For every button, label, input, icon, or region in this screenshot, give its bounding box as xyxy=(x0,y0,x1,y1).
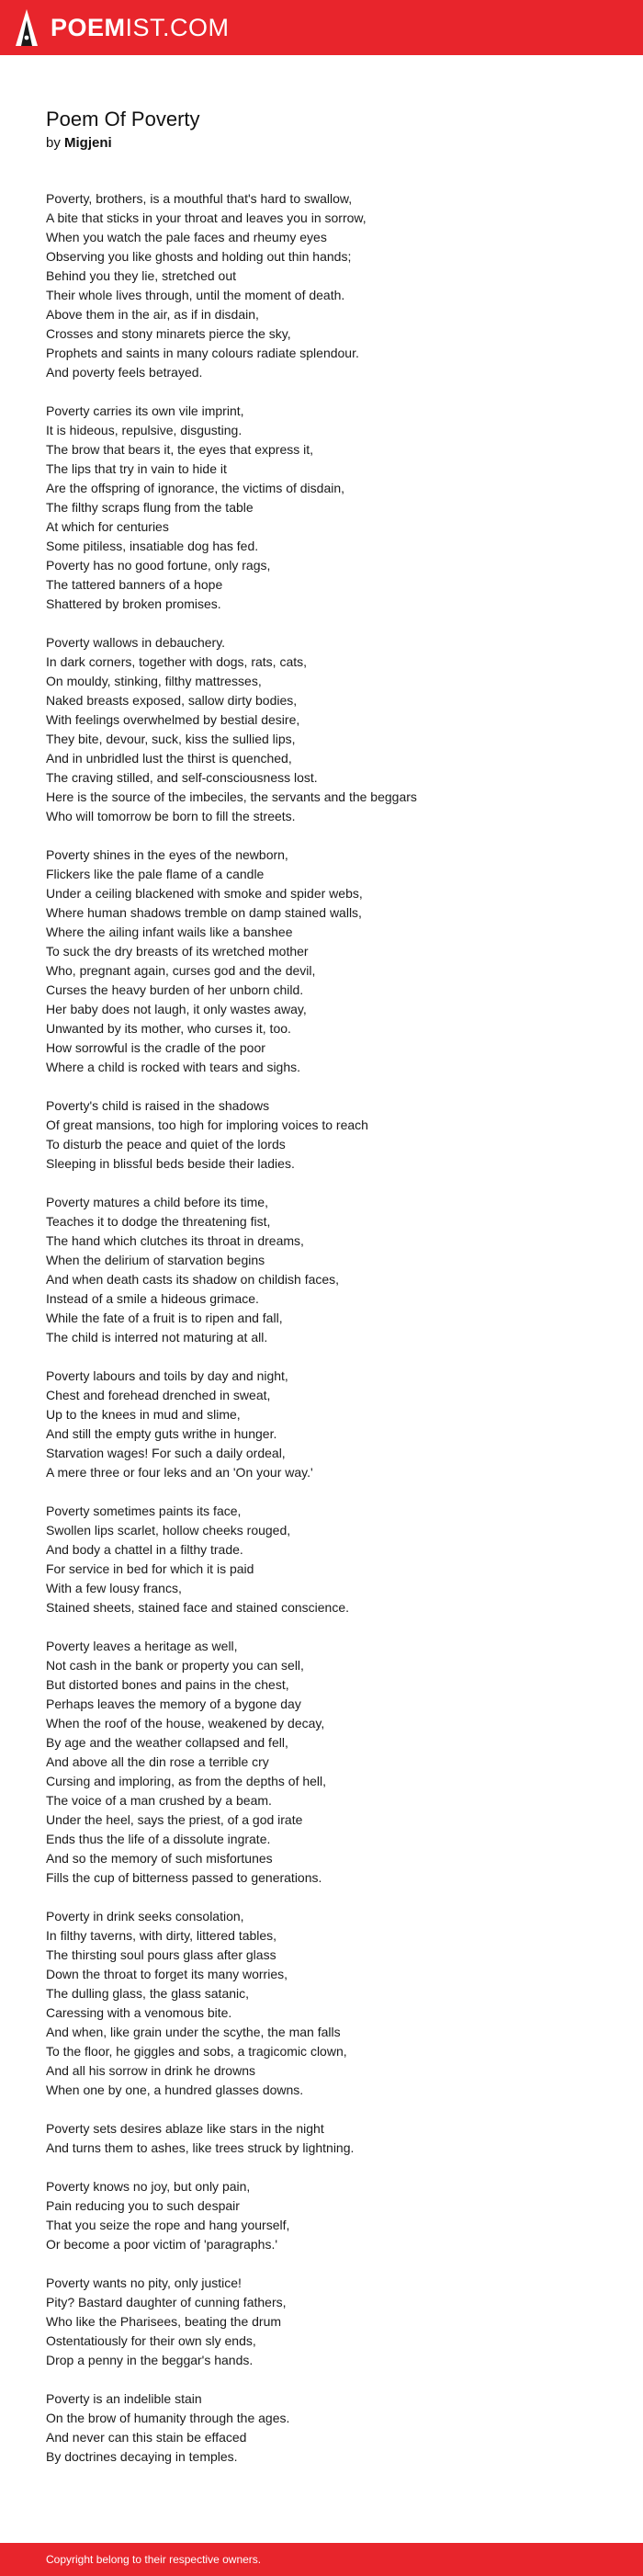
poem-line: To disturb the peace and quiet of the lords xyxy=(46,1137,286,1152)
poem-line: Poverty wallows in debauchery. xyxy=(46,635,226,650)
poem-line: The tattered banners of a hope xyxy=(46,577,223,592)
poem-line: Ostentatiously for their own sly ends, xyxy=(46,2333,256,2348)
poem-line: While the fate of a fruit is to ripen and fall, xyxy=(46,1311,283,1325)
poem-line: To the floor, he giggles and sobs, a tragicomic clown, xyxy=(46,2044,347,2059)
stanza xyxy=(46,1367,615,1482)
poem-line: On mouldy, stinking, filthy mattresses, xyxy=(46,674,262,688)
poem-line: At which for centuries xyxy=(46,519,169,534)
poem-line: When you watch the pale faces and rheumy eyes xyxy=(46,230,327,244)
poem-line: When one by one, a hundred glasses downs. xyxy=(46,2082,304,2097)
poem-line: In dark corners, together with dogs, rats, cats, xyxy=(46,654,308,669)
poem-line: Crosses and stony minarets pierce the sky, xyxy=(46,326,291,341)
poem-line: That you seize the rope and hang yourself, xyxy=(46,2218,290,2232)
poem-line: The thirsting soul pours glass after glass xyxy=(46,1947,276,1962)
poem-line: By doctrines decaying in temples. xyxy=(46,2449,238,2464)
logo-bold-text: POEM xyxy=(51,13,126,41)
poem-line: And body a chattel in a filthy trade. xyxy=(46,1542,243,1557)
stanza xyxy=(46,1502,615,1617)
poem-line: Sleeping in blissful beds beside their ladies. xyxy=(46,1156,295,1171)
poem-line: Where the ailing infant wails like a banshee xyxy=(46,925,293,939)
poem-line: A mere three or four leks and an 'On your way.' xyxy=(46,1465,313,1480)
poem-line: Not cash in the bank or property you can sell, xyxy=(46,1658,304,1673)
poem-line: For service in bed for which it is paid xyxy=(46,1561,254,1576)
poem-line: Of great mansions, too high for imploring voices to reach xyxy=(46,1118,368,1132)
poem-line: The voice of a man crushed by a beam. xyxy=(46,1793,272,1808)
poem-line: Instead of a smile a hideous grimace. xyxy=(46,1291,259,1306)
poem-line: Down the throat to forget its many worries, xyxy=(46,1967,288,1981)
poem-line: Shattered by broken promises. xyxy=(46,596,221,611)
poem-line: Drop a penny in the beggar's hands. xyxy=(46,2353,254,2367)
poem-line: When the roof of the house, weakened by decay, xyxy=(46,1716,325,1731)
poem-line: Poverty labours and toils by day and night, xyxy=(46,1368,288,1383)
poem-line: Poverty carries its own vile imprint, xyxy=(46,403,244,418)
stanza xyxy=(46,1193,615,1347)
poem-line: Cursing and imploring, as from the depths of hell, xyxy=(46,1774,327,1788)
poem-line: The child is interred not maturing at all. xyxy=(46,1330,268,1345)
stanza xyxy=(46,189,615,382)
poem-line: Poverty matures a child before its time, xyxy=(46,1195,268,1209)
site-logo[interactable] xyxy=(51,14,230,42)
poem-line: With a few lousy francs, xyxy=(46,1581,182,1595)
stanza xyxy=(46,2389,615,2467)
poem-line: Here is the source of the imbeciles, the servants and the beggars xyxy=(46,789,417,804)
stanza xyxy=(46,2119,615,2158)
poem-line: Are the offspring of ignorance, the victims of disdain, xyxy=(46,481,345,495)
poem-line: Unwanted by its mother, who curses it, too. xyxy=(46,1021,291,1036)
by-label: by xyxy=(46,135,61,151)
poem-line: To suck the dry breasts of its wretched mother xyxy=(46,944,309,959)
poem-line: A bite that sticks in your throat and leaves you in sorrow, xyxy=(46,210,367,225)
poem-line: Poverty sets desires ablaze like stars in the night xyxy=(46,2121,324,2136)
poem-line: In filthy taverns, with dirty, littered tables, xyxy=(46,1928,277,1943)
poem-line: The dulling glass, the glass satanic, xyxy=(46,1986,250,2001)
poem-line: Above them in the air, as if in disdain, xyxy=(46,307,259,322)
poem-line: Starvation wages! For such a daily ordeal, xyxy=(46,1446,286,1460)
poem-line: Behind you they lie, stretched out xyxy=(46,268,237,283)
stanza xyxy=(46,1096,615,1174)
poem-line: The filthy scraps flung from the table xyxy=(46,500,254,515)
poem-line: Poverty leaves a heritage as well, xyxy=(46,1639,238,1653)
copyright-text: Copyright belong to their respective owners. xyxy=(46,2553,262,2566)
poem-line: And so the memory of such misfortunes xyxy=(46,1851,273,1866)
poem-line: On the brow of humanity through the ages. xyxy=(46,2411,290,2425)
poem-line: Teaches it to dodge the threatening fist, xyxy=(46,1214,271,1229)
stanza xyxy=(46,2274,615,2370)
poem-line: Poverty sometimes paints its face, xyxy=(46,1504,242,1518)
stanza xyxy=(46,845,615,1077)
poem-line: How sorrowful is the cradle of the poor xyxy=(46,1040,265,1055)
poem-body xyxy=(46,189,615,2467)
poem-line: Under a ceiling blackened with smoke and spider webs, xyxy=(46,886,363,901)
poem-line: Chest and forehead drenched in sweat, xyxy=(46,1388,271,1402)
poem-line: When the delirium of starvation begins xyxy=(46,1253,265,1267)
poem-line: Stained sheets, stained face and stained conscience. xyxy=(46,1600,349,1615)
poem-line: With feelings overwhelmed by bestial desire, xyxy=(46,712,300,727)
poem-line: Flickers like the pale flame of a candle xyxy=(46,867,265,881)
poem-line: Ends thus the life of a dissolute ingrate. xyxy=(46,1832,271,1846)
poem-line: Curses the heavy burden of her unborn child. xyxy=(46,982,304,997)
poem-line: Where a child is rocked with tears and sighs. xyxy=(46,1060,301,1074)
poem-line: And when, like grain under the scythe, the man falls xyxy=(46,2025,341,2039)
poem-line: Poverty in drink seeks consolation, xyxy=(46,1909,244,1923)
poem-line: Pity? Bastard daughter of cunning fathers, xyxy=(46,2295,287,2309)
poem-line: And above all the din rose a terrible cry xyxy=(46,1754,269,1769)
poem-line: Poverty is an indelible stain xyxy=(46,2391,202,2406)
poem-line: Or become a poor victim of 'paragraphs.' xyxy=(46,2237,278,2252)
poem-line: Observing you like ghosts and holding out thin hands; xyxy=(46,249,352,264)
poem-line: Some pitiless, insatiable dog has fed. xyxy=(46,539,259,553)
poem-line: And when death casts its shadow on childish faces, xyxy=(46,1272,340,1287)
poem-line: Up to the knees in mud and slime, xyxy=(46,1407,241,1422)
poem-line: Who, pregnant again, curses god and the devil, xyxy=(46,963,316,978)
stanza xyxy=(46,402,615,614)
poem-line: Who like the Pharisees, beating the drum xyxy=(46,2314,282,2329)
byline xyxy=(46,134,615,153)
poem-line: And still the empty guts writhe in hunger. xyxy=(46,1426,277,1441)
poem-line: And never can this stain be effaced xyxy=(46,2430,247,2445)
poem-line: Perhaps leaves the memory of a bygone day xyxy=(46,1697,301,1711)
poem-line: Poverty, brothers, is a mouthful that's hard to swallow, xyxy=(46,191,353,206)
poem-line: The lips that try in vain to hide it xyxy=(46,461,227,476)
poem-line: And all his sorrow in drink he drowns xyxy=(46,2063,255,2078)
site-footer xyxy=(0,2543,643,2576)
poem-line: Where human shadows tremble on damp stained walls, xyxy=(46,905,362,920)
poem-line: Swollen lips scarlet, hollow cheeks rouged, xyxy=(46,1523,291,1538)
poem-line: Fills the cup of bitterness passed to generations. xyxy=(46,1870,322,1885)
poem-line: Naked breasts exposed, sallow dirty bodies, xyxy=(46,693,298,708)
poem-line: Poverty shines in the eyes of the newborn, xyxy=(46,847,288,862)
site-header xyxy=(0,0,643,55)
poem-line: The brow that bears it, the eyes that express it, xyxy=(46,442,314,457)
poem-line: Poverty knows no joy, but only pain, xyxy=(46,2179,251,2194)
poem-line: And poverty feels betrayed. xyxy=(46,365,203,380)
poem-line: Poverty has no good fortune, only rags, xyxy=(46,558,271,573)
poem-line: And in unbridled lust the thirst is quenched, xyxy=(46,751,292,766)
logo-light-text: IST.COM xyxy=(125,13,230,41)
poem-line: Their whole lives through, until the moment of death. xyxy=(46,288,345,302)
poem-line: Who will tomorrow be born to fill the streets. xyxy=(46,809,296,823)
poem-line: Poverty wants no pity, only justice! xyxy=(46,2275,242,2290)
poem-line: By age and the weather collapsed and fell, xyxy=(46,1735,288,1750)
poem-line: They bite, devour, suck, kiss the sullied lips, xyxy=(46,732,296,746)
author-link[interactable]: Migjeni xyxy=(64,135,112,151)
poem-line: Prophets and saints in many colours radiate splendour. xyxy=(46,346,359,360)
poem-line: Her baby does not laugh, it only wastes away, xyxy=(46,1002,307,1016)
poem-line: It is hideous, repulsive, disgusting. xyxy=(46,423,243,437)
poem-line: The hand which clutches its throat in dreams, xyxy=(46,1233,304,1248)
stanza xyxy=(46,633,615,826)
poem-line: Pain reducing you to such despair xyxy=(46,2198,240,2213)
stanza xyxy=(46,1907,615,2100)
poem-line: But distorted bones and pains in the chest, xyxy=(46,1677,289,1692)
poem-line: The craving stilled, and self-consciousness lost. xyxy=(46,770,318,785)
poem-line: And turns them to ashes, like trees struck by lightning. xyxy=(46,2140,355,2155)
poem-content xyxy=(46,107,615,2486)
poem-title: Poem Of Poverty xyxy=(46,108,200,131)
poem-line: Under the heel, says the priest, of a god irate xyxy=(46,1812,303,1827)
stanza xyxy=(46,2177,615,2254)
poem-line: Poverty's child is raised in the shadows xyxy=(46,1098,270,1113)
stanza xyxy=(46,1637,615,1888)
poemist-logo-icon[interactable] xyxy=(15,7,39,48)
poem-line: Caressing with a venomous bite. xyxy=(46,2005,232,2020)
